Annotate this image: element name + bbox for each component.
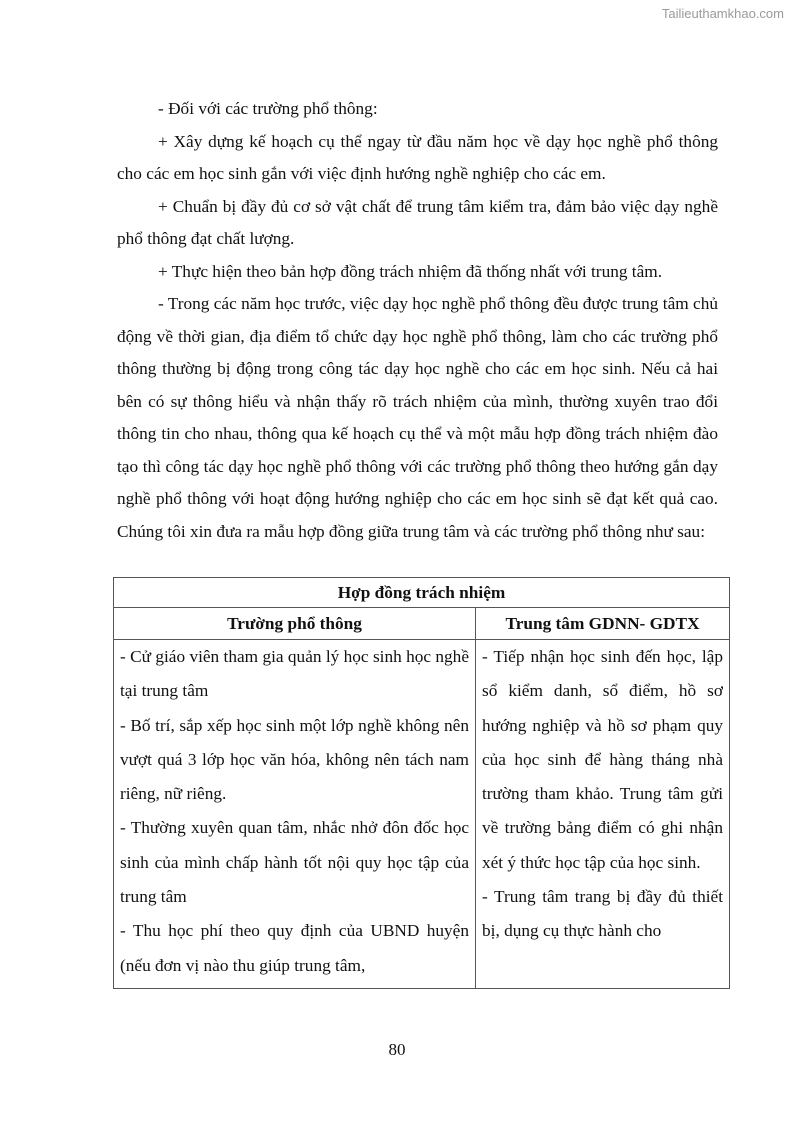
paragraph: + Xây dựng kế hoạch cụ thể ngay từ đầu năm học về dạy học nghề phổ thông cho các em học sinh gắn với việc định hướng nghề nghiệp cho các em. [117,131,718,183]
list-item: - Bố trí, sắp xếp học sinh một lớp nghề không nên vượt quá 3 lớp học văn hóa, không nên tách nam riêng, nữ riêng. [120,715,469,804]
table-title: Hợp đồng trách nhiệm [114,578,730,608]
list-item: - Tiếp nhận học sinh đến học, lập sổ kiểm danh, sổ điểm, hồ sơ hướng nghiệp và hồ sơ phạm quy của học sinh để hàng tháng nhà trường tham khảo. Trung tâm gửi về trường bảng điểm có ghi nhận xét ý thức học tập của học sinh. [482,647,723,872]
body-text [117,93,718,548]
list-item: - Trung tâm trang bị đầy đủ thiết bị, dụng cụ thực hành cho [482,887,723,941]
paragraph: - Trong các năm học trước, việc dạy học nghề phổ thông đều được trung tâm chủ động về thời gian, địa điểm tổ chức dạy học nghề phổ thông, làm cho các trường phổ thông thường bị động trong công tác dạy học nghề cho các em học sinh. Nếu cả hai bên có sự thông hiểu và nhận thấy rõ trách nhiệm của mình, thường xuyên trao đổi thông tin cho nhau, thông qua kế hoạch cụ thể và một mẫu hợp đồng trách nhiệm đào tạo thì công tác dạy học nghề phổ thông với các trường phổ thông theo hướng gắn dạy nghề phổ thông với hoạt động hướng nghiệp cho các em học sinh sẽ đạt kết quả cao. Chúng tôi xin đưa ra mẫu hợp đồng giữa trung tâm và các trường phổ thông như sau: [117,294,718,541]
list-item: - Cử giáo viên tham gia quản lý học sinh học nghề tại trung tâm [120,647,469,701]
paragraph: + Thực hiện theo bản hợp đồng trách nhiệm đã thống nhất với trung tâm. [158,261,663,281]
paragraph: + Chuẩn bị đầy đủ cơ sở vật chất để trung tâm kiểm tra, đảm bảo việc dạy nghề phổ thông đạt chất lượng. [117,196,718,248]
contract-table [113,577,730,989]
watermark: Tailieuthamkhao.com [661,6,784,21]
list-item: - Thường xuyên quan tâm, nhắc nhở đôn đốc học sinh của mình chấp hành tốt nội quy học tập của trung tâm [120,818,469,907]
paragraph: - Đối với các trường phổ thông: [158,99,378,118]
list-item: - Thu học phí theo quy định của UBND huyện (nếu đơn vị nào thu giúp trung tâm, [120,921,469,975]
column-header-center: Trung tâm GDNN- GDTX [476,608,730,640]
school-responsibilities [114,640,476,989]
center-responsibilities [476,640,730,989]
page-number: 80 [388,1040,406,1059]
column-header-school: Trường phổ thông [114,608,476,640]
